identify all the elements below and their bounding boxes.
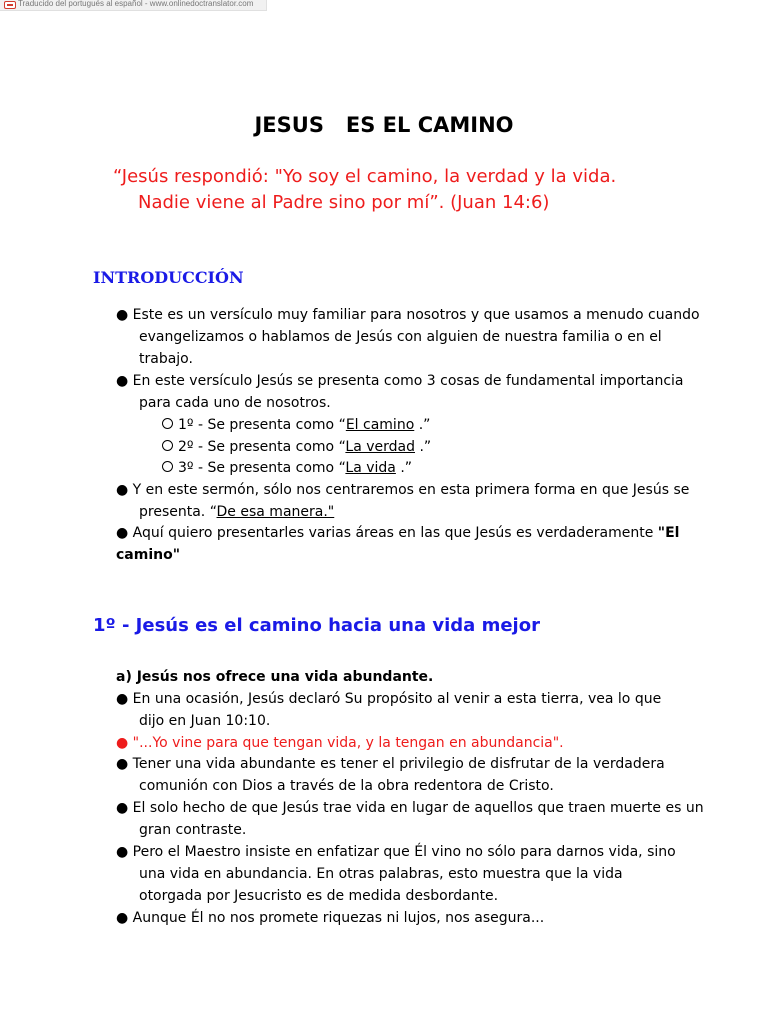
list-item-cont: comunión con Dios a través de la obra redentora de Cristo. (139, 778, 554, 794)
list-item-text: En una ocasión, Jesús declaró Su propósito al venir a esta tierra, vea lo que (132, 691, 662, 707)
quote-text: "...Yo vine para que tengan vida, y la tengan en abundancia". (132, 735, 564, 751)
list-item-text: Y en este sermón, sólo nos centraremos en esta primera forma en que Jesús se (132, 482, 690, 498)
bullet-icon: ● (116, 735, 129, 751)
section-1-subheading (116, 667, 433, 687)
list-item (116, 798, 704, 818)
list-item (116, 754, 665, 774)
list-item-bold: camino" (116, 547, 181, 563)
list-item (116, 480, 689, 500)
bullet-icon: ● (116, 482, 129, 498)
sub-item-vida (162, 458, 412, 478)
sub-item-camino (162, 415, 430, 435)
list-item (116, 842, 676, 862)
sub-item-text: 1º - Se presenta como “ (178, 417, 346, 433)
list-item-cont: una vida en abundancia. En otras palabras, esto muestra que la vida (139, 866, 623, 882)
list-item-text: Aquí quiero presentarles varias áreas en las que Jesús es verdaderamente (132, 525, 658, 541)
list-item-text: Tener una vida abundante es tener el privilegio de disfrutar de la verdadera (132, 756, 665, 772)
list-item-bold: "El (657, 525, 680, 541)
bullet-icon: ● (116, 800, 129, 816)
list-item-cont: otorgada por Jesucristo es de medida desbordante. (139, 888, 499, 904)
list-item-text: En este versículo Jesús se presenta como 3 cosas de fundamental importancia (132, 373, 684, 389)
bullet-icon: ● (116, 910, 129, 926)
list-item-cont: dijo en Juan 10:10. (139, 713, 271, 729)
link-el-camino[interactable]: El camino (345, 417, 415, 433)
list-item (116, 523, 679, 543)
list-item-text: Pero el Maestro insiste en enfatizar que Él vino no sólo para darnos vida, sino (132, 844, 676, 860)
translator-banner[interactable] (0, 0, 267, 11)
sub-item-text: 2º - Se presenta como “ (178, 439, 346, 455)
bullet-icon: ● (116, 756, 129, 772)
bullet-icon: ● (116, 373, 129, 389)
verse-line-1: “Jesús respondió: "Yo soy el camino, la verdad y la vida. (113, 166, 617, 187)
sub-item-text: 3º - Se presenta como “ (178, 460, 346, 476)
list-item-text: Aunque Él no nos promete riquezas ni lujos, nos asegura... (132, 910, 545, 926)
list-item-cont: evangelizamos o hablamos de Jesús con alguien de nuestra familia o en el (139, 329, 662, 345)
list-item (116, 371, 684, 391)
intro-heading: INTRODUCCIÓN (93, 268, 244, 287)
sub-item-suffix: .” (395, 460, 413, 476)
sub-item-suffix: .” (415, 439, 432, 455)
page-title: JESUS ES EL CAMINO (254, 113, 514, 137)
sub-item-suffix: .” (414, 417, 431, 433)
verse-line-2: Nadie viene al Padre sino por mí”. (Juan 14:6) (138, 192, 550, 213)
quote-item (116, 733, 564, 753)
link-la-vida[interactable]: La vida (345, 460, 396, 476)
subheading-text: a) Jesús nos ofrece una vida abundante. (116, 669, 434, 685)
list-item-text: presenta. “ (139, 504, 217, 520)
list-item-text: El solo hecho de que Jesús trae vida en lugar de aquellos que traen muerte es un (132, 800, 704, 816)
bullet-icon: ● (116, 307, 129, 323)
list-item (116, 689, 661, 709)
section-1-heading: 1º - Jesús es el camino hacia una vida mejor (93, 615, 540, 636)
list-item (116, 305, 700, 325)
bullet-icon: ● (116, 844, 129, 860)
bullet-icon: ● (116, 691, 129, 707)
list-item-cont: para cada uno de nosotros. (139, 395, 331, 411)
sub-item-verdad (162, 437, 431, 457)
link-la-verdad[interactable]: La verdad (345, 439, 415, 455)
link-de-esa-manera[interactable]: De esa manera." (216, 504, 335, 520)
list-item-cont (139, 502, 334, 522)
list-item-text: Este es un versículo muy familiar para nosotros y que usamos a menudo cuando (132, 307, 700, 323)
circle-bullet-icon (162, 461, 173, 472)
banner-text[interactable]: Traducido del portugués al español - www.onlinedoctranslator.com (18, 0, 254, 8)
list-item-cont: trabajo. (139, 351, 193, 367)
list-item (116, 908, 544, 928)
list-item-cont: gran contraste. (139, 822, 247, 838)
list-item-cont (116, 545, 180, 565)
circle-bullet-icon (162, 440, 173, 451)
circle-bullet-icon (162, 418, 173, 429)
translator-logo-icon (4, 1, 16, 9)
bullet-icon: ● (116, 525, 129, 541)
